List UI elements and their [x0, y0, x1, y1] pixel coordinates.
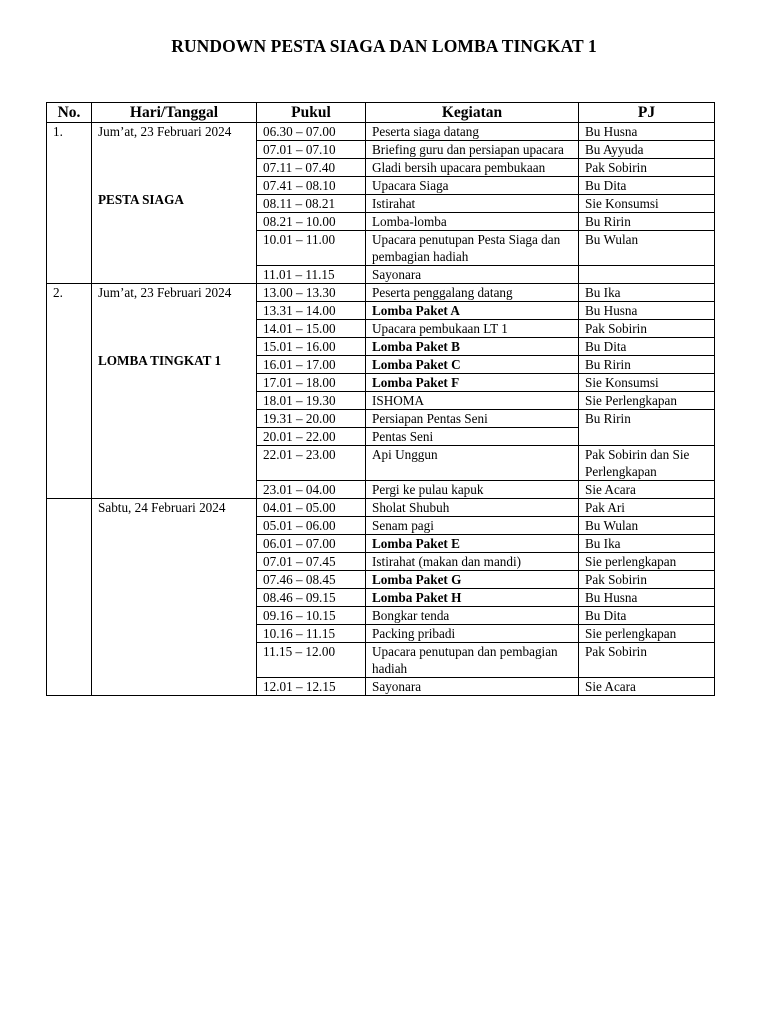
cell-time: 19.31 – 20.00: [257, 410, 366, 428]
cell-pj: Bu Ririn: [579, 213, 715, 231]
cell-pj: Sie perlengkapan: [579, 625, 715, 643]
cell-activity: Lomba Paket H: [366, 589, 579, 607]
cell-activity: Upacara penutupan dan pembagian hadiah: [366, 643, 579, 678]
cell-time: 11.01 – 11.15: [257, 266, 366, 284]
cell-time: 11.15 – 12.00: [257, 643, 366, 678]
cell-pj: Sie perlengkapan: [579, 553, 715, 571]
cell-time: 15.01 – 16.00: [257, 338, 366, 356]
cell-time: 23.01 – 04.00: [257, 481, 366, 499]
cell-time: 05.01 – 06.00: [257, 517, 366, 535]
cell-activity: Persiapan Pentas Seni: [366, 410, 579, 428]
cell-activity: Upacara penutupan Pesta Siaga dan pembagian hadiah: [366, 231, 579, 266]
cell-pj: Bu Ririn: [579, 356, 715, 374]
cell-activity: Sayonara: [366, 678, 579, 696]
cell-activity: ISHOMA: [366, 392, 579, 410]
cell-no: 2.: [47, 284, 92, 499]
cell-activity: Api Unggun: [366, 446, 579, 481]
cell-pj: Sie Konsumsi: [579, 195, 715, 213]
cell-activity: Pergi ke pulau kapuk: [366, 481, 579, 499]
cell-time: 08.11 – 08.21: [257, 195, 366, 213]
cell-pj: Pak Sobirin: [579, 320, 715, 338]
cell-pj: Bu Ika: [579, 284, 715, 302]
cell-date: Jum’at, 23 Februari 2024: [98, 124, 232, 139]
cell-pj: Bu Wulan: [579, 517, 715, 535]
cell-time: 17.01 – 18.00: [257, 374, 366, 392]
cell-date: Sabtu, 24 Februari 2024: [98, 500, 226, 515]
cell-day: [92, 123, 257, 284]
cell-pj: Bu Husna: [579, 589, 715, 607]
cell-time: 04.01 – 05.00: [257, 499, 366, 517]
cell-pj: Bu Wulan: [579, 231, 715, 266]
cell-time: 20.01 – 22.00: [257, 428, 366, 446]
cell-time: 13.00 – 13.30: [257, 284, 366, 302]
cell-activity: Lomba Paket G: [366, 571, 579, 589]
cell-pj: Bu Dita: [579, 607, 715, 625]
cell-pj: Pak Sobirin: [579, 159, 715, 177]
header-day: Hari/Tanggal: [92, 103, 257, 123]
cell-time: 13.31 – 14.00: [257, 302, 366, 320]
cell-time: 08.21 – 10.00: [257, 213, 366, 231]
cell-activity: Istirahat: [366, 195, 579, 213]
cell-time: 07.11 – 07.40: [257, 159, 366, 177]
cell-date: Jum’at, 23 Februari 2024: [98, 285, 232, 300]
cell-pj: Pak Sobirin dan Sie Perlengkapan: [579, 446, 715, 481]
cell-pj: Bu Husna: [579, 302, 715, 320]
cell-time: 22.01 – 23.00: [257, 446, 366, 481]
cell-activity: Upacara Siaga: [366, 177, 579, 195]
header-time: Pukul: [257, 103, 366, 123]
cell-pj: Bu Dita: [579, 338, 715, 356]
header-pj: PJ: [579, 103, 715, 123]
cell-pj: Sie Konsumsi: [579, 374, 715, 392]
cell-activity: Pentas Seni: [366, 428, 579, 446]
cell-activity: Istirahat (makan dan mandi): [366, 553, 579, 571]
rundown-table: [46, 102, 715, 696]
cell-pj: Bu Husna: [579, 123, 715, 141]
cell-activity: Lomba Paket A: [366, 302, 579, 320]
header-activity: Kegiatan: [366, 103, 579, 123]
cell-activity: Senam pagi: [366, 517, 579, 535]
cell-pj: Sie Perlengkapan: [579, 392, 715, 410]
cell-activity: Lomba-lomba: [366, 213, 579, 231]
cell-time: 10.01 – 11.00: [257, 231, 366, 266]
cell-time: 12.01 – 12.15: [257, 678, 366, 696]
cell-activity: Sayonara: [366, 266, 579, 284]
cell-activity: Briefing guru dan persiapan upacara: [366, 141, 579, 159]
cell-pj: Sie Acara: [579, 678, 715, 696]
section-label: LOMBA TINGKAT 1: [98, 353, 222, 368]
cell-activity: Lomba Paket F: [366, 374, 579, 392]
cell-time: 06.30 – 07.00: [257, 123, 366, 141]
table-row: [47, 499, 715, 517]
cell-time: 18.01 – 19.30: [257, 392, 366, 410]
cell-activity: Packing pribadi: [366, 625, 579, 643]
cell-pj: Pak Ari: [579, 499, 715, 517]
cell-time: 08.46 – 09.15: [257, 589, 366, 607]
cell-activity: Upacara pembukaan LT 1: [366, 320, 579, 338]
cell-time: 07.01 – 07.45: [257, 553, 366, 571]
cell-activity: Peserta penggalang datang: [366, 284, 579, 302]
section-label: PESTA SIAGA: [98, 192, 184, 207]
cell-activity: Bongkar tenda: [366, 607, 579, 625]
cell-activity: Lomba Paket E: [366, 535, 579, 553]
cell-activity: Gladi bersih upacara pembukaan: [366, 159, 579, 177]
cell-time: 07.41 – 08.10: [257, 177, 366, 195]
cell-pj: Bu Dita: [579, 177, 715, 195]
cell-pj: [579, 266, 715, 284]
cell-time: 07.46 – 08.45: [257, 571, 366, 589]
cell-time: 06.01 – 07.00: [257, 535, 366, 553]
cell-pj: Pak Sobirin: [579, 571, 715, 589]
table-row: [47, 123, 715, 141]
cell-pj: Bu Ika: [579, 535, 715, 553]
table-header-row: [47, 103, 715, 123]
cell-pj: Bu Ayyuda: [579, 141, 715, 159]
header-no: No.: [47, 103, 92, 123]
cell-day: [92, 284, 257, 499]
page-title: RUNDOWN PESTA SIAGA DAN LOMBA TINGKAT 1: [171, 36, 597, 56]
cell-time: 14.01 – 15.00: [257, 320, 366, 338]
cell-pj: Pak Sobirin: [579, 643, 715, 678]
cell-time: 16.01 – 17.00: [257, 356, 366, 374]
cell-no: 1.: [47, 123, 92, 284]
table-body: [47, 123, 715, 696]
cell-day: [92, 499, 257, 696]
cell-pj: Sie Acara: [579, 481, 715, 499]
cell-activity: Lomba Paket B: [366, 338, 579, 356]
cell-pj: Bu Ririn: [579, 410, 715, 446]
cell-time: 10.16 – 11.15: [257, 625, 366, 643]
table-row: [47, 284, 715, 302]
cell-time: 09.16 – 10.15: [257, 607, 366, 625]
cell-activity: Sholat Shubuh: [366, 499, 579, 517]
cell-activity: Lomba Paket C: [366, 356, 579, 374]
cell-no: [47, 499, 92, 696]
cell-time: 07.01 – 07.10: [257, 141, 366, 159]
cell-activity: Peserta siaga datang: [366, 123, 579, 141]
